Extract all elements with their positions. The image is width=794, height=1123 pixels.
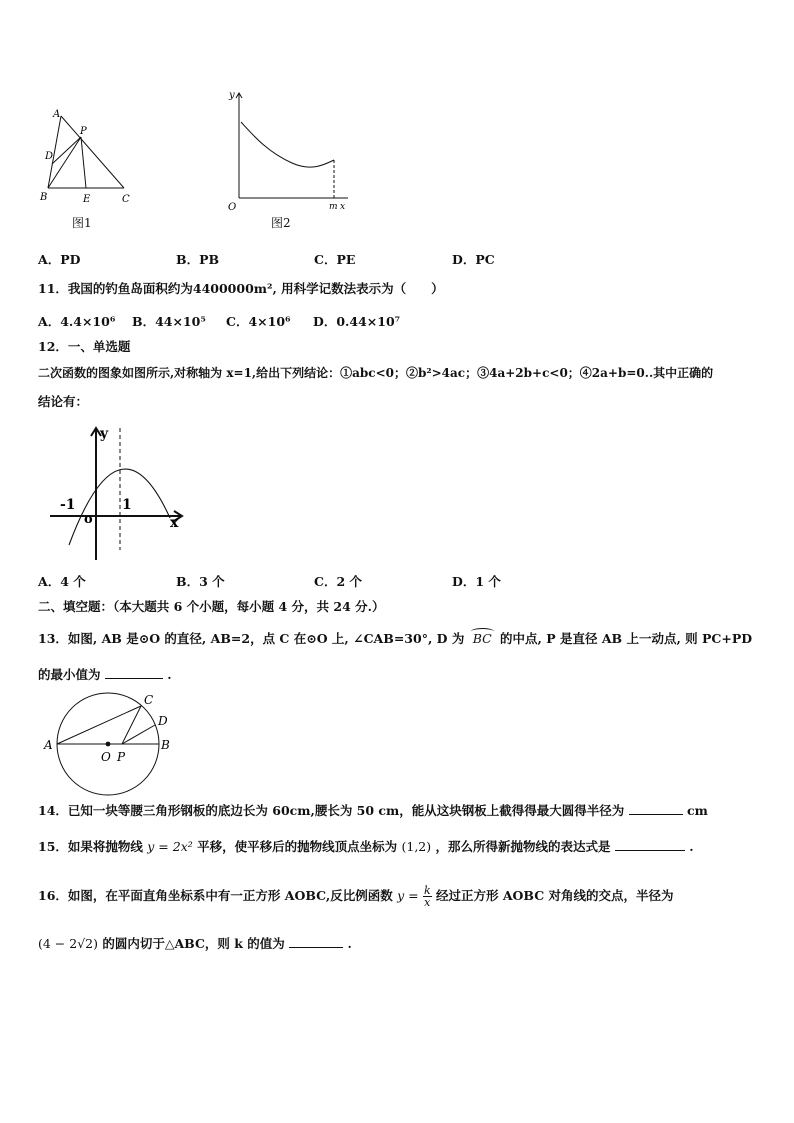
- parabola-origin-label: o: [84, 512, 93, 527]
- q13-line2: [38, 666, 172, 684]
- q10-option-d[interactable]: D．PC: [452, 252, 495, 267]
- q14-text: 14．已知一块等腰三角形钢板的底边长为 60cm,腰长为 50 cm，能从这块钢板上截得得最大圆得半径为: [38, 803, 625, 818]
- q16-text-a: 16．如图，在平面直角坐标系中有一正方形 AOBC,反比例函数: [38, 888, 393, 903]
- q12-line1: 二次函数的图象如图所示,对称轴为 x=1,给出下列结论：①abc<0；②b²>4ac；③4a+2b+c<0；④2a+b=0..其中正确的: [38, 366, 714, 380]
- point-B-label: B: [40, 192, 48, 203]
- figure-1-triangle: [36, 106, 140, 210]
- q16-fraction: [423, 885, 432, 908]
- q13-answer-blank[interactable]: [105, 666, 163, 679]
- q16-answer-blank[interactable]: [289, 935, 343, 948]
- circle-P-label: P: [117, 750, 126, 764]
- q15-line: [38, 838, 694, 856]
- axis-y-label: y: [229, 90, 235, 101]
- q13-line1: [38, 630, 752, 648]
- q15-text-a: 15．如果将抛物线: [38, 839, 143, 854]
- q14-answer-blank[interactable]: [629, 802, 683, 815]
- point-A-label: A: [53, 109, 61, 120]
- q12-option-a[interactable]: A．4 个: [38, 574, 86, 589]
- q11-option-c[interactable]: C．4×10⁶: [226, 314, 291, 329]
- q16-frac-num: k: [423, 884, 431, 897]
- axis-x-label: x: [340, 202, 346, 212]
- m-label: m: [329, 202, 338, 212]
- q15-text-c: ，那么所得新抛物线的表达式是: [435, 839, 611, 854]
- q15-point: (1,2): [401, 839, 432, 854]
- parabola-y-label: y: [100, 426, 109, 442]
- q15-expr: y = 2x²: [147, 839, 193, 854]
- circle-O-label: O: [101, 750, 111, 764]
- figure-1-caption: 图1: [72, 216, 92, 230]
- figure-2-caption: 图2: [271, 216, 291, 230]
- point-C-label: C: [122, 194, 130, 205]
- q15-answer-blank[interactable]: [615, 838, 685, 851]
- q16-end: .: [347, 936, 352, 951]
- q14-line: [38, 802, 708, 820]
- point-P-label: P: [80, 126, 87, 137]
- q12-parabola-graph: [44, 420, 194, 568]
- q16-text-c: 的圆内切于△ABC，则 k 的值为: [102, 936, 285, 951]
- q16-expr-lhs: y =: [397, 888, 419, 903]
- parabola-one-label: 1: [122, 497, 132, 513]
- parabola-x-label: x: [170, 515, 179, 531]
- circle-B-label: B: [161, 738, 170, 752]
- q16-radius: (4 − 2√2): [38, 936, 98, 951]
- q16-line2: [38, 935, 352, 953]
- q11-option-b[interactable]: B．44×10⁵: [132, 314, 206, 329]
- q13-circle-figure: [40, 690, 180, 796]
- q12-header: 12．一、单选题: [38, 339, 131, 354]
- q13-line2-text: 的最小值为: [38, 667, 101, 682]
- q10-option-c[interactable]: C．PE: [314, 252, 356, 267]
- q12-line2: 结论有：: [38, 394, 89, 409]
- q11-option-a[interactable]: A．4.4×10⁶: [38, 314, 116, 329]
- q13-arc-bc: BC: [469, 630, 496, 648]
- q15-end: .: [689, 839, 694, 854]
- q16-line1: [38, 882, 674, 910]
- circle-A-label: A: [44, 738, 53, 752]
- q14-unit: cm: [687, 803, 708, 818]
- q15-text-b: 平移，使平移后的抛物线顶点坐标为: [197, 839, 398, 854]
- q12-option-b[interactable]: B．3 个: [176, 574, 225, 589]
- origin-label: O: [228, 202, 237, 213]
- q10-option-a[interactable]: A．PD: [38, 252, 81, 267]
- point-D-label: D: [45, 151, 54, 162]
- q11-stem: 11．我国的钓鱼岛面积约为4400000m², 用科学记数法表示为（ ）: [38, 281, 444, 296]
- q12-option-d[interactable]: D．1 个: [452, 574, 501, 589]
- parabola-neg1-label: -1: [60, 497, 76, 513]
- point-E-label: E: [83, 194, 91, 205]
- q12-option-c[interactable]: C．2 个: [314, 574, 362, 589]
- q10-option-b[interactable]: B．PB: [176, 252, 220, 267]
- q13-line1-b: 的中点, P 是直径 AB 上一动点, 则 PC+PD: [500, 631, 753, 646]
- q13-line2-end: .: [167, 667, 172, 682]
- q16-frac-den: x: [424, 896, 431, 909]
- q16-text-b: 经过正方形 AOBC 对角线的交点，半径为: [435, 888, 674, 903]
- circle-D-label: D: [158, 714, 168, 728]
- q11-option-d[interactable]: D．0.44×10⁷: [313, 314, 401, 329]
- q13-line1-a: 13．如图, AB 是⊙O 的直径, AB=2，点 C 在⊙O 上, ∠CAB=30°, D 为: [38, 631, 465, 646]
- circle-C-label: C: [144, 693, 154, 707]
- section-2-header: 二、填空题：（本大题共 6 个小题，每小题 4 分，共 24 分.）: [38, 599, 385, 614]
- figure-2-graph: [222, 86, 352, 214]
